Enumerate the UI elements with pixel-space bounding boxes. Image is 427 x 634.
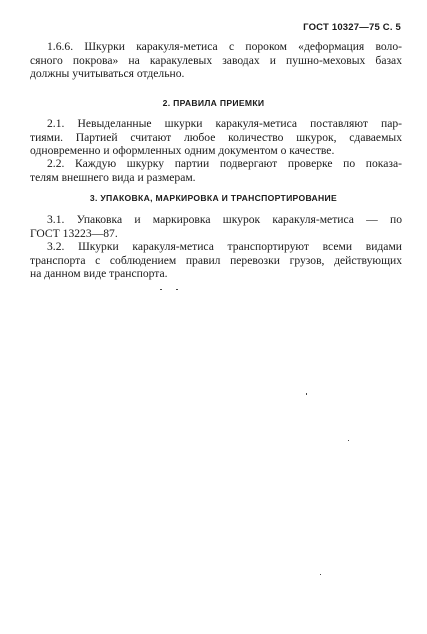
paragraph-line: 3.2. Шкурки каракуля-метиса транспортируют всеми видами: [47, 240, 402, 253]
paragraph-line: одновременно и оформленных одним документом о качестве.: [30, 144, 335, 158]
paragraph-line: 1.6.6. Шкурки каракуля-метиса с пороком «деформация воло-: [47, 40, 402, 53]
scan-speck: [176, 289, 178, 290]
paragraph-line: телям внешнего вида и размерам.: [30, 170, 196, 184]
paragraph-2-2: [30, 157, 402, 184]
running-header: ГОСТ 10327—75 С. 5: [303, 22, 401, 33]
paragraph-line: на данном виде транспорта.: [30, 267, 168, 281]
paragraph-line: должны учитываться отдельно.: [30, 67, 185, 81]
scan-speck: [348, 440, 349, 441]
paragraph-line: 3.1. Упаковка и маркировка шкурок каракуля-метиса — по: [47, 213, 402, 226]
paragraph-2-1: [30, 117, 402, 158]
paragraph-3-2: [30, 240, 402, 281]
scan-speck: [320, 574, 321, 575]
paragraph-line: сяного покрова» на каракулевых заводах и пушно-меховых базах: [30, 53, 402, 67]
scan-speck: [160, 289, 162, 290]
paragraph-3-1: [30, 213, 402, 240]
paragraph-line: 2.1. Невыделанные шкурки каракуля-метиса поставляют пар-: [47, 117, 402, 130]
section-heading-packaging: 3. УПАКОВКА, МАРКИРОВКА И ТРАНСПОРТИРОВАНИЕ: [89, 193, 338, 203]
paragraph-line: тиями. Партией считают любое количество шкурок, сдаваемых: [30, 130, 402, 144]
section-heading-acceptance: 2. ПРАВИЛА ПРИЕМКИ: [162, 98, 265, 108]
scan-speck: [306, 393, 307, 395]
paragraph-1-6-6: [30, 40, 402, 81]
paragraph-line: 2.2. Каждую шкурку партии подвергают проверке по показа-: [47, 157, 402, 170]
paragraph-line: ГОСТ 13223—87.: [30, 226, 118, 240]
paragraph-line: транспорта с соблюдением правил перевозки грузов, действующих: [30, 253, 402, 267]
